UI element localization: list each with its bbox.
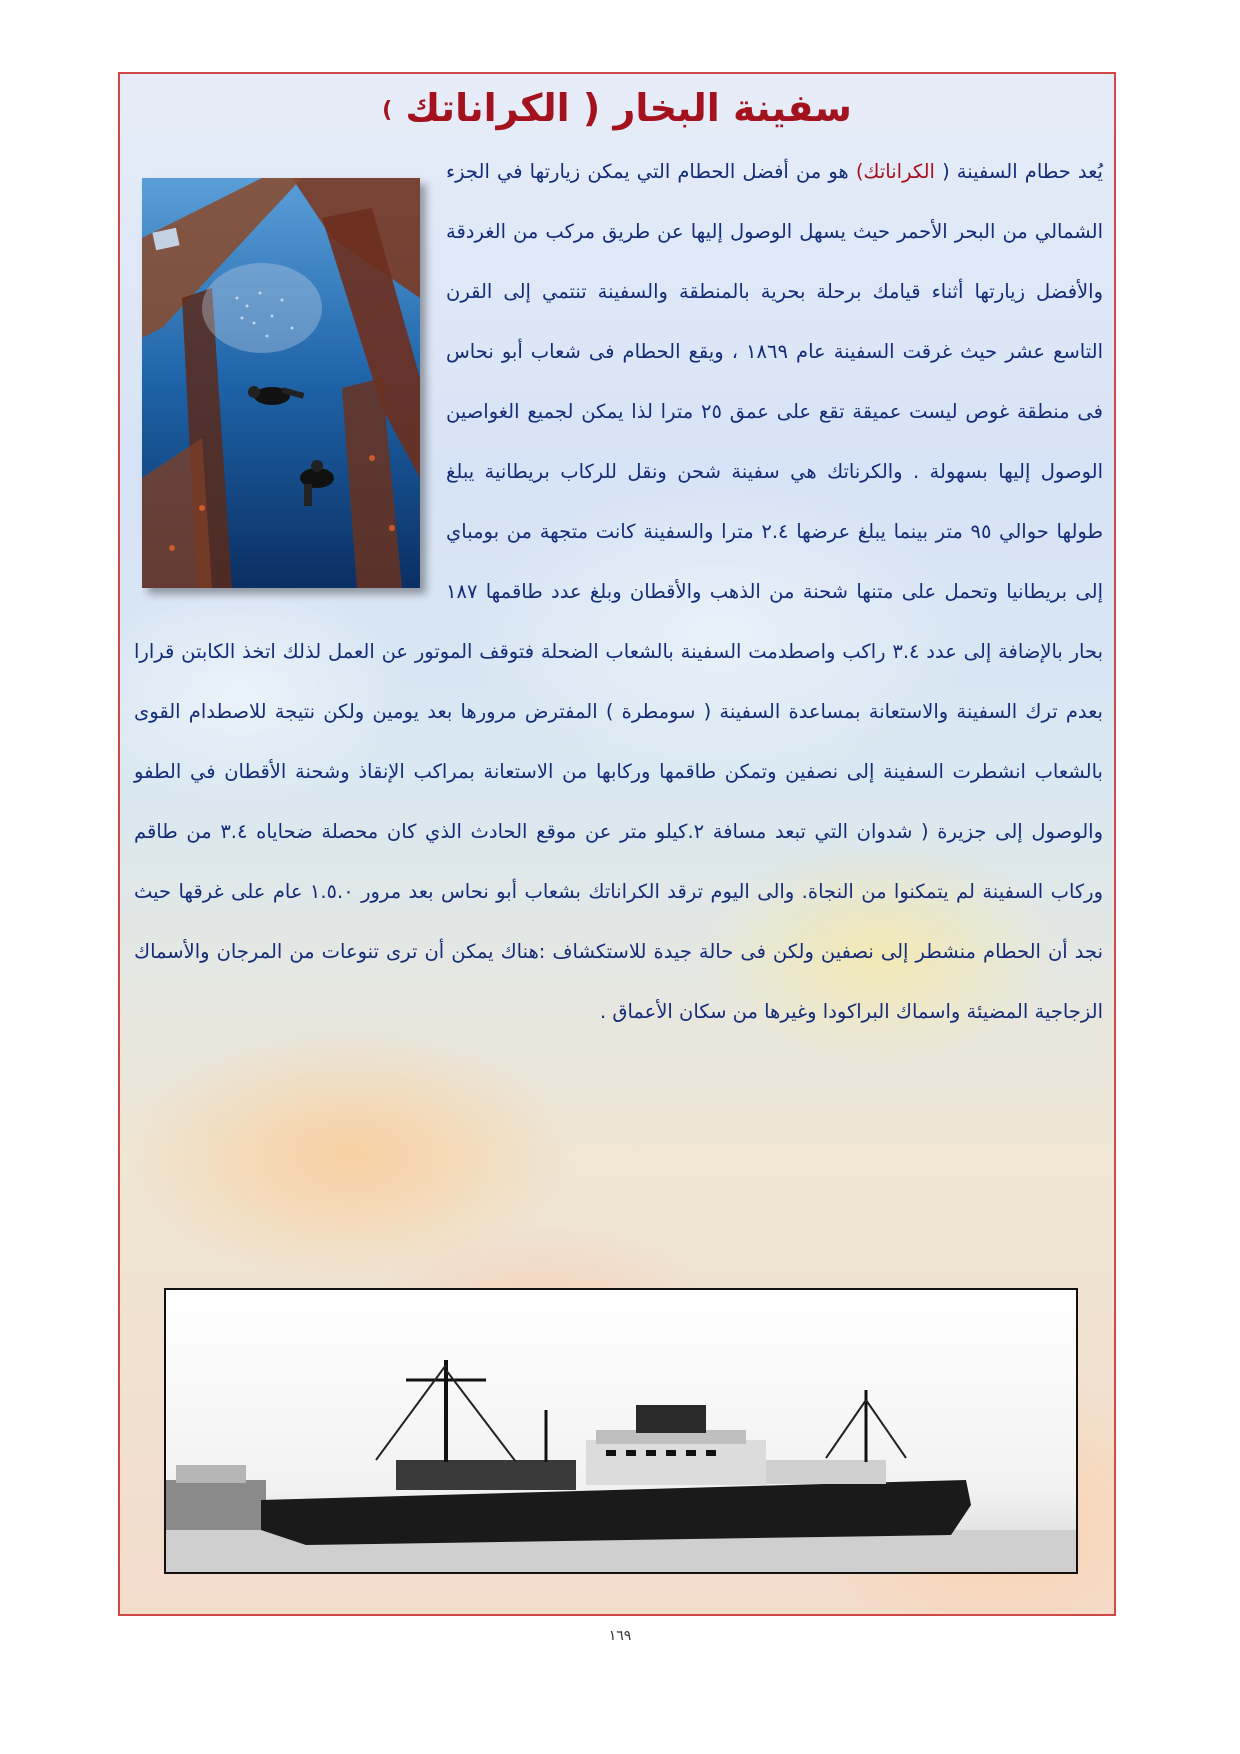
page-number: ١٦٩ bbox=[608, 1628, 632, 1644]
ship-photo bbox=[164, 1288, 1078, 1574]
photo-text-wrap-spacer bbox=[134, 142, 446, 610]
ship-name-highlight: الكراناتك) bbox=[855, 160, 935, 183]
page-frame bbox=[118, 72, 1116, 1616]
article-text bbox=[134, 142, 1103, 1042]
page-title bbox=[120, 86, 1114, 130]
article-body: هو من أفضل الحطام التي يمكن زيارتها في الجزء الشمالي من البحر الأحمر حيث يسهل الوصول إليها عن طريق مركب من الغردقة والأفضل زيارتها أثناء قيامك برحلة بحرية بالمنطقة والسفينة تنتمي إلى القرن التاسع عشر حيث غرقت السفينة عام ١٨٦٩ ، ويقع الحطام فى شعاب أبو نحاس فى منطقة غوص ليست عميقة تقع على عمق ٢٥ مترا لذا يمكن لجميع الغواصين الوصول إليها بسهولة . والكرناتك هي سفينة شحن ونقل للركاب بريطانية يبلغ طولها حوالي ٩٥ متر بينما يبلغ عرضها ٢.٤ مترا والسفينة كانت متجهة من بومباي إلى بريطانيا وتحمل على متنها شحنة من الذهب والأقطان وبلغ عدد طاقمها ١٨٧ بحار بالإضافة إلى عدد ٣.٤ راكب واصطدمت السفينة بالشعاب الضحلة فتوقف الموتور عن العمل لذلك اتخذ الكابتن قرارا بعدم ترك السفينة والاستعانة بمساعدة السفينة ( سومطرة ) المفترض مرورها بعد يومين ولكن نتيجة للاصطدام القوى بالشعاب انشطرت السفينة إلى نصفين وتمكن طاقمها وركابها من الاستعانة بمراكب الإنقاذ وشحنة الأقطان في الطفو والوصول إلى جزيرة ( شدوان التي تبعد مسافة ٢.كيلو متر عن موقع الحادث الذي كان محصلة ضحاياه ٣.٤ من طاقم وركاب السفينة لم يتمكنوا من النجاة. والى اليوم ترقد الكراناتك بشعاب أبو نحاس بعد مرور ١.٥.٠ عام على غرقها حيث نجد أن الحطام منشطر إلى نصفين ولكن فى حالة جيدة للاستكشاف :هناك يمكن أن ترى تنوعات من المرجان والأسماك الزجاجية المضيئة واسماك البراكودا وغيرها من سكان الأعماق . bbox=[134, 160, 1104, 1023]
article-intro: يُعد حطام السفينة ( bbox=[942, 160, 1103, 183]
title-closing-paren: ) bbox=[382, 98, 393, 123]
cargo-ship-illustration bbox=[166, 1290, 1076, 1572]
title-text: سفينة البخار ( الكراناتك bbox=[405, 86, 852, 130]
